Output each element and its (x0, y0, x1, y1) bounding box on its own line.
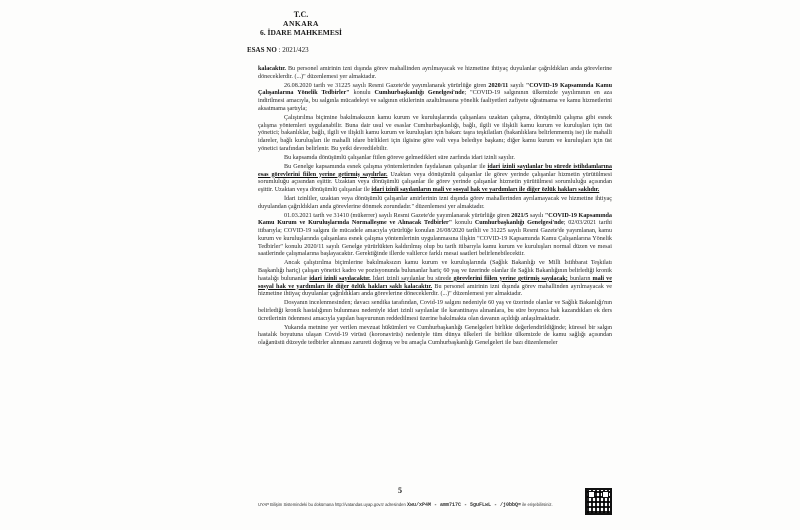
emphasized-text: "COVID-19 Kapsamında Kamu Çalışanlarına Yönelik Tedbirler" (258, 82, 613, 97)
text-run: 01.03.2021 tarih ve 31410 (mükerrer) sayılı Resmi Gazete'de yayımlanarak yürürlüğe giren (284, 212, 512, 219)
paragraph-p0 (258, 66, 612, 82)
case-number-value: : 2021/423 (278, 46, 309, 54)
paragraph-p2 (258, 115, 612, 154)
footer-verification-code: Xwu/xP4M - amm717C - 5guFLwL - /j0bbQ= (406, 502, 522, 508)
text-run: Dosyanın incelenmesinden; davacı sendika tarafından, Covid-19 salgını nedeniyle 60 yaş ve üzerinde olanlar ve Sağlık Bakanlığı'nın belirlediği kronik hastalığının bulunması nedeniyle idari izinli sayılanlar ile karantinaya alınanlara, bu süre boyunca hak kazandıkları ek ders ücretlerinin ödenmesi amacıyla yapılan başvurunun reddedilmesi üzerine bakılmakta olan davanın açıldığı anlaşılmaktadır. (258, 300, 612, 322)
paragraph-p1 (258, 83, 612, 114)
emphasized-text: Cumhurbaşkanlığı Genelgesi'nde (374, 90, 465, 97)
text-run: İdari izinliler, uzaktan veya dönüşümlü çalışanlar amirlerinin izni dışında görev mahallerinden ayrılamayacak ve hizmetine ihtiyaç duyulandan çağrıldıkları anda görevlerine dönmek zorundadır." düzenlemesi yer almaktadır. (258, 195, 612, 210)
header-court: 6. İDARE MAHKEMESİ (260, 28, 342, 37)
qr-code-icon (585, 488, 612, 515)
case-number-label: ESAS NO (247, 46, 277, 54)
emphasized-text: Cumhurbaşkanlığı Genelgesi'nde (474, 220, 564, 227)
paragraph-p7 (258, 260, 612, 299)
emphasized-text: mali ve sosyal hak ve yardımları ile diğer özlük hakları saklı kalacaktır. (258, 275, 612, 290)
header-tc: T.C. (293, 10, 309, 19)
uyap-footer (258, 502, 588, 508)
text-run: Bu Genelge kapsamında esnek çalışma yöntemlerinden faydalanan çalışanlar ile (284, 163, 488, 170)
page-number: 5 (398, 486, 402, 495)
text-run: konulu (452, 220, 475, 227)
emphasized-text: kalacaktır. (258, 66, 286, 72)
text-run: ; "COVID-19 salgınının ülkemizde yayılımının en aza indirilmesi amacıyla, bu salgınla mücadeleyi ve salgının etkilerinin azaltılmasına yönelik faaliyetleri zafiyete uğratmama ve kamu hizmetlerini aksatmama şartıyla; (258, 90, 612, 112)
emphasized-text: "COVID-19 Kapsamında Kamu Kurum ve Kuruluşlarında Normalleşme ve Alınacak Tedbirler" (258, 212, 612, 227)
paragraph-p8 (258, 300, 612, 323)
header-city: ANKARA (283, 19, 319, 28)
paragraph-p4 (258, 164, 612, 195)
emphasized-text: idari izinli sayılanların mali ve sosyal hak ve yardımları ile diğer özlük hakları saklıdır. (371, 187, 600, 193)
paragraph-p3 (258, 155, 612, 163)
text-run: sayılı (508, 82, 526, 89)
text-run: bunların (567, 275, 593, 282)
text-run: 26.08.2020 tarih ve 31225 sayılı Resmi Gazete'de yayımlanarak yürürlüğe giren (284, 82, 489, 89)
emphasized-text: 2020/11 (488, 82, 509, 89)
text-run: Uzaktan veya dönüşümlü çalışanlar ile görev yerinde çalışanlar hizmetin yürütülmesi sorumluluğu açısından eşittir. Uzaktan veya dönüşümlü çalışanlar ile görev yerinde çalışanlar hizmetin yürütülmesi sorumluluğu açısından eşittir. Uzaktan veya dönüşümlü çalışanlar ile (258, 171, 612, 193)
paragraph-p5 (258, 196, 612, 212)
emphasized-text: görevlerini fiilen yerine getirmiş sayılacak; (453, 275, 568, 282)
text-run: İdari izinli sayılanlar bu sürede (370, 275, 454, 282)
text-run: sayılı (528, 212, 545, 219)
text-run: Çalıştırılma biçimine bakılmaksızın kamu kurum ve kuruluşlarında çalışanlara uzaktan çalışma, dönüşümlü çalışma gibi esnek çalışma yöntemleri uygulanabilir. Buna dair usul ve esaslar Cumhurbaşkanlığı, bağlı, ilgili ve ilişkili kamu kurum ve kuruluşları için üst yönetici; bakanlıklar, bağlı, ilgili ve ilişkili kamu kurum ve kuruluşları için bakan: taşra teşkilatları (bakanlıklara belirlenmemiş ise) ile mahalli idareler, bağlı kuruluşları ile mahalli idare birlikleri için ilgisine göre vali veya belediye başkanı; diğer kamu kurum ve kuruluşları için üst yönetici tarafından belirlenir. Bu yetki devredilebilir. (258, 114, 612, 152)
text-run: Bu personel amirinin izni dışında görev mahallinden ayrılmayacak ve hizmetine ihtiyaç duyulanlar çağrıldıkları anda görevlerine döneceklerdir. (...)" düzenlemesi yer almaktadır. (258, 283, 612, 298)
emphasized-text: idari izinli sayılacaktır. (309, 275, 371, 282)
text-run: Bu personel amirinin izni dışında görev mahallinden ayrılmayacak ve hizmetine ihtiyaç duyulanlar çağrıldıkları anda görevlerine döneceklerdir. (...)" düzenlemesi yer almaktadır. (258, 66, 612, 80)
footer-suffix: ile erişebilirsiniz. (522, 502, 553, 507)
text-run: Bu kapsamda dönüşümlü çalışanlar fiilen göreve gelmedikleri süre zarfında idari izinli sayılır. (284, 154, 515, 161)
paragraph-p9 (258, 325, 612, 348)
paragraph-p6 (258, 213, 612, 260)
text-run: Yukarıda metnine yer verilen mevzuat hükümleri ve Cumhurbaşkanlığı Genelgeleri birlikte değerlendirildiğinde; küresel bir salgın hastalık boyutuna ulaşan Covid-19 virüsü (koronavirüs) nedeniyle tüm dünya ülkeleri ile birlikte ülkemizde de kamu sağlığı açısından olağanüstü düzeyde tedbirler alınması zarureti doğmuş ve bu amaçla Cumhurbaşkanlığı Genelgeleri ile bazı düzenlemeler (258, 324, 612, 347)
footer-text: UYAP Bilişim Sistemindeki bu dokümana http://vatandas.uyap.gov.tr adresinden (258, 502, 406, 507)
text-run: Ancak çalıştırılma biçimlerine bakılmaksızın kamu kurum ve kuruluşlarında (Sağlık Bakanlığı ve Milli İstihbarat Teşkilatı Başkanlığı hariç) çalışan yönetici kadro ve pozisyonunda bulunanlar hariç 60 yaş ve üzerinde olanlar ile Sağlık Bakanlığının belirlediği kronik hastalığı bulunanlar (258, 260, 612, 282)
emphasized-text: idari izinli sayılanlar bu sürede istihdamlarına esas görevlerini fiilen yerine getirmiş sayılırlar. (258, 163, 612, 178)
text-run: konulu (349, 90, 375, 97)
emphasized-text: 2021/5 (511, 212, 529, 219)
text-run: ; 02/03/2021 tarihi itibarıyla; COVID-19 salgını ile mücadele amacıyla yürürlüğe konulan 26/08/2020 tarihli ve 31225 sayılı Resmi Gazete'de yayımlanan, kamu kurum ve kuruluşlarında çalışanlara esnek çalışma yöntemlerinin uygulanmasına ilişkin "COVID-19 Kapsamında Kamu Çalışanlarına Yönelik Tedbirler" konulu 2020/11 sayılı Genelge yürürlükten kaldırılmış olup bu tarih itibarıyla kamu kurum ve kuruluşları normal düzen ve mesai saatlerinde çalışmalarına başlayacaktır. Gerektiğinde illerde valilerce farklı mesai saatleri belirlenebilecektir. (258, 220, 612, 258)
court-header (246, 10, 356, 37)
case-number (247, 46, 309, 54)
document-body (258, 66, 612, 349)
